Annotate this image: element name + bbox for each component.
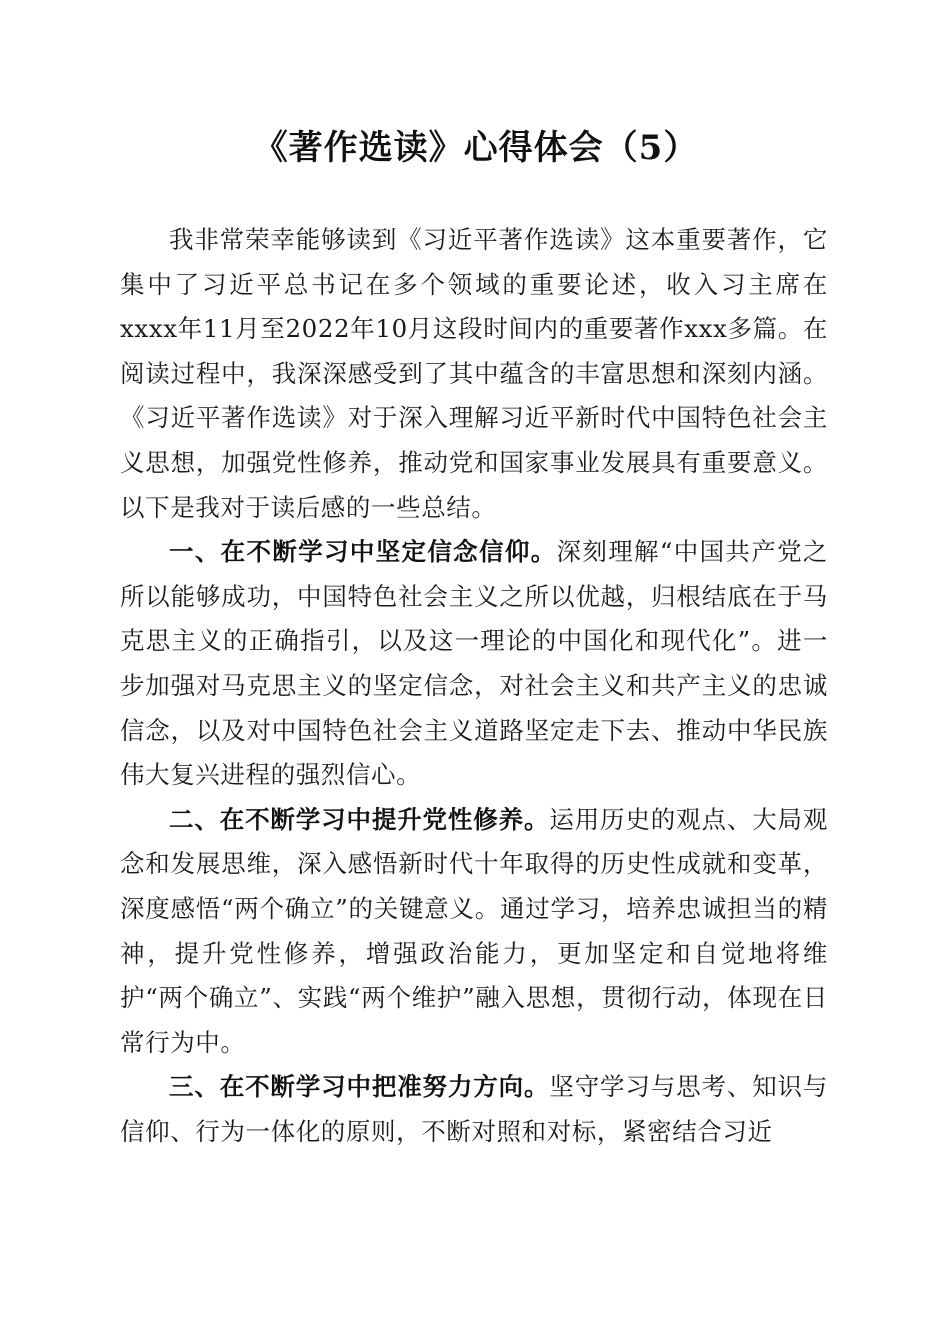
intro-paragraph: 我非常荣幸能够读到《习近平著作选读》这本重要著作，它集中了习近平总书记在多个领域的重要论述，收入习主席在xxxx年11月至2022年10月这段时间内的重要著作xxx多篇。在阅读过程中，我深深感受到了其中蕴含的丰富思想和深刻内涵。《习近平著作选读》对于深入理解习近平新时代中国特色社会主义思想，加强党性修养，推动党和国家事业发展具有重要意义。以下是我对于读后感的一些总结。 <box>120 225 828 522</box>
document-title: 《著作选读》心得体会（5） <box>253 128 699 168</box>
section-paragraph-3 <box>120 1065 828 1154</box>
section-text-2: 运用历史的观点、大局观念和发展思维，深入感悟新时代十年取得的历史性成就和变革，深度感悟“两个确立”的关键意义。通过学习，培养忠诚担当的精神，提升党性修养，增强政治能力，更加坚定和自觉地将维护“两个确立”、实践“两个维护”融入思想，贯彻行动，体现在日常行为中。 <box>120 804 828 1057</box>
section-text-1: 深刻理解“中国共产党之所以能够成功，中国特色社会主义之所以优越，归根结底在于马克思主义的正确指引，以及这一理论的中国化和现代化”。进一步加强对马克思主义的坚定信念，对社会主义和共产主义的忠诚信念，以及对中国特色社会主义道路坚定走下去、推动中华民族伟大复兴进程的强烈信心。 <box>120 537 829 790</box>
document-body <box>120 218 828 1154</box>
section-text-3: 坚守学习与思考、知识与信仰、行为一体化的原则，不断对照和对标，紧密结合习近 <box>120 1072 828 1146</box>
section-heading-2: 二、在不断学习中提升党性修养。 <box>169 804 550 834</box>
section-paragraph-1 <box>120 530 828 798</box>
section-heading-1: 一、在不断学习中坚定信念信仰。 <box>169 537 557 567</box>
section-heading-3: 三、在不断学习中把准努力方向。 <box>169 1072 550 1102</box>
section-paragraph-2 <box>120 798 828 1066</box>
